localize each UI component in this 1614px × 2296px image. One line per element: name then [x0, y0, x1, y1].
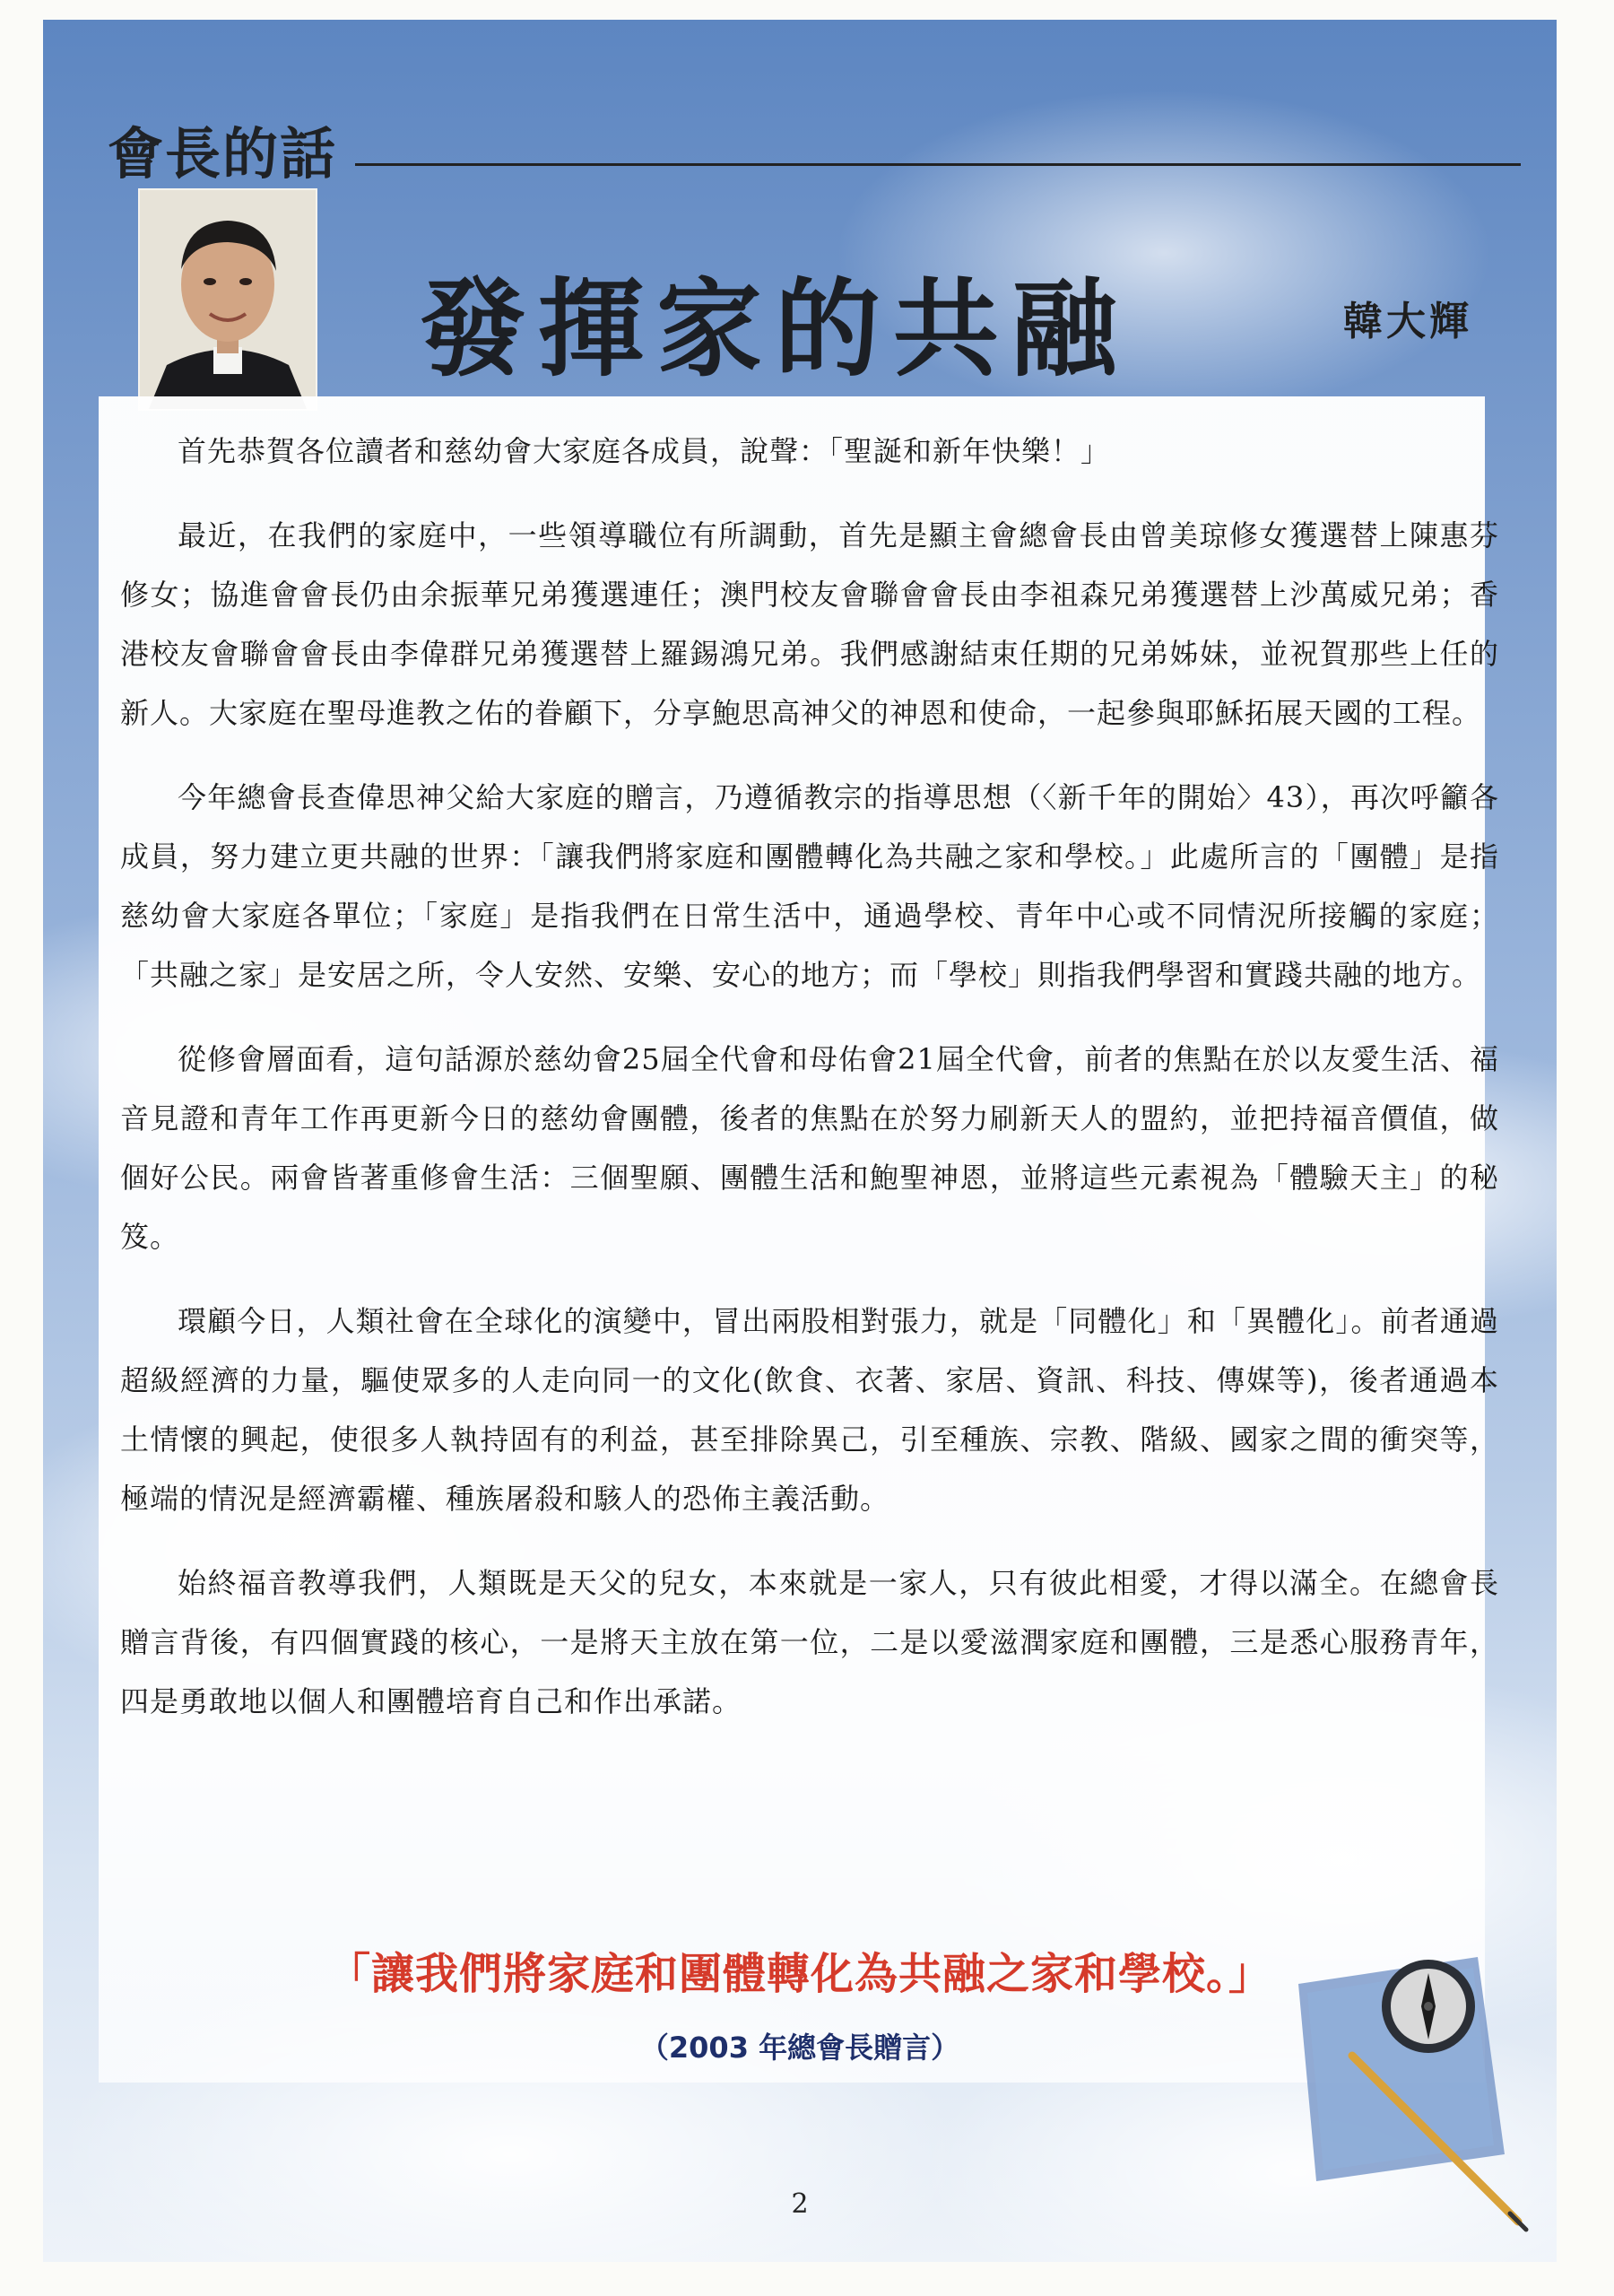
portrait-drawing: [140, 190, 316, 409]
section-title: 會長的話: [108, 121, 338, 187]
header-rule: [355, 163, 1521, 166]
portrait-photo: [138, 188, 317, 411]
magazine-page: [43, 20, 1557, 2262]
quote-source: （2003 年總會長贈言）: [639, 2031, 960, 2065]
pull-quote: 「讓我們將家庭和團體轉化為共融之家和學校。」: [326, 1949, 1272, 1999]
page-number: 2: [791, 2188, 809, 2220]
paragraph-6: 始終福音教導我們，人類既是天父的兒女，本來就是一家人，只有彼此相愛，才得以滿全。在總會長贈言背後，有四個實踐的核心，一是將天主放在第一位，二是以愛滋潤家庭和團體，三是悉心服務青年，四是勇敢地以個人和團體培育自己和作出承諾。: [120, 1566, 1499, 1718]
author-name: 韓大輝: [1343, 299, 1472, 344]
paragraph-3: 今年總會長查偉思神父給大家庭的贈言，乃遵循教宗的指導思想（〈新千年的開始〉43），再次呼籲各成員，努力建立更共融的世界：「讓我們將家庭和團體轉化為共融之家和學校。」此處所言的「團體」是指慈幼會大家庭各單位；「家庭」是指我們在日常生活中，通過學校、青年中心或不同情況所接觸的家庭；「共融之家」是安居之所，令人安然、安樂、安心的地方；而「學校」則指我們學習和實踐共融的地方。: [120, 780, 1499, 992]
article-body: [120, 422, 1499, 1756]
paragraph-4: 從修會層面看，這句話源於慈幼會25屆全代會和母佑會21屆全代會，前者的焦點在於以友愛生活、福音見證和青年工作再更新今日的慈幼會團體，後者的焦點在於努力刷新天人的盟約，並把持福音價值，做個好公民。兩會皆著重修會生活：三個聖願、團體生活和鮑聖神恩，並將這些元素視為「體驗天主」的秘笈。: [120, 1042, 1499, 1254]
article-title: 發揮家的共融: [420, 266, 1131, 391]
paragraph-2: 最近，在我們的家庭中，一些領導職位有所調動，首先是顯主會總會長由曾美琼修女獲選替上陳惠芬修女；協進會會長仍由余振華兄弟獲選連任；澳門校友會聯會會長由李祖森兄弟獲選替上沙萬威兄弟；香港校友會聯會會長由李偉群兄弟獲選替上羅錫鴻兄弟。我們感謝結束任期的兄弟姊妹，並祝賀那些上任的新人。大家庭在聖母進教之佑的眷顧下，分享鮑思高神父的神恩和使命，一起參與耶穌拓展天國的工程。: [120, 518, 1499, 730]
paragraph-5: 環顧今日，人類社會在全球化的演變中，冒出兩股相對張力，就是「同體化」和「異體化」。前者通過超級經濟的力量，驅使眾多的人走向同一的文化(飲食、衣著、家居、資訊、科技、傳媒等)，後者通過本土情懷的興起，使很多人執持固有的利益，甚至排除異己，引至種族、宗教、階級、國家之間的衝突等，極端的情況是經濟霸權、種族屠殺和駭人的恐佈主義活動。: [120, 1304, 1499, 1516]
paragraph-1: 首先恭賀各位讀者和慈幼會大家庭各成員，說聲：「聖誕和新年快樂！」: [178, 434, 1111, 468]
